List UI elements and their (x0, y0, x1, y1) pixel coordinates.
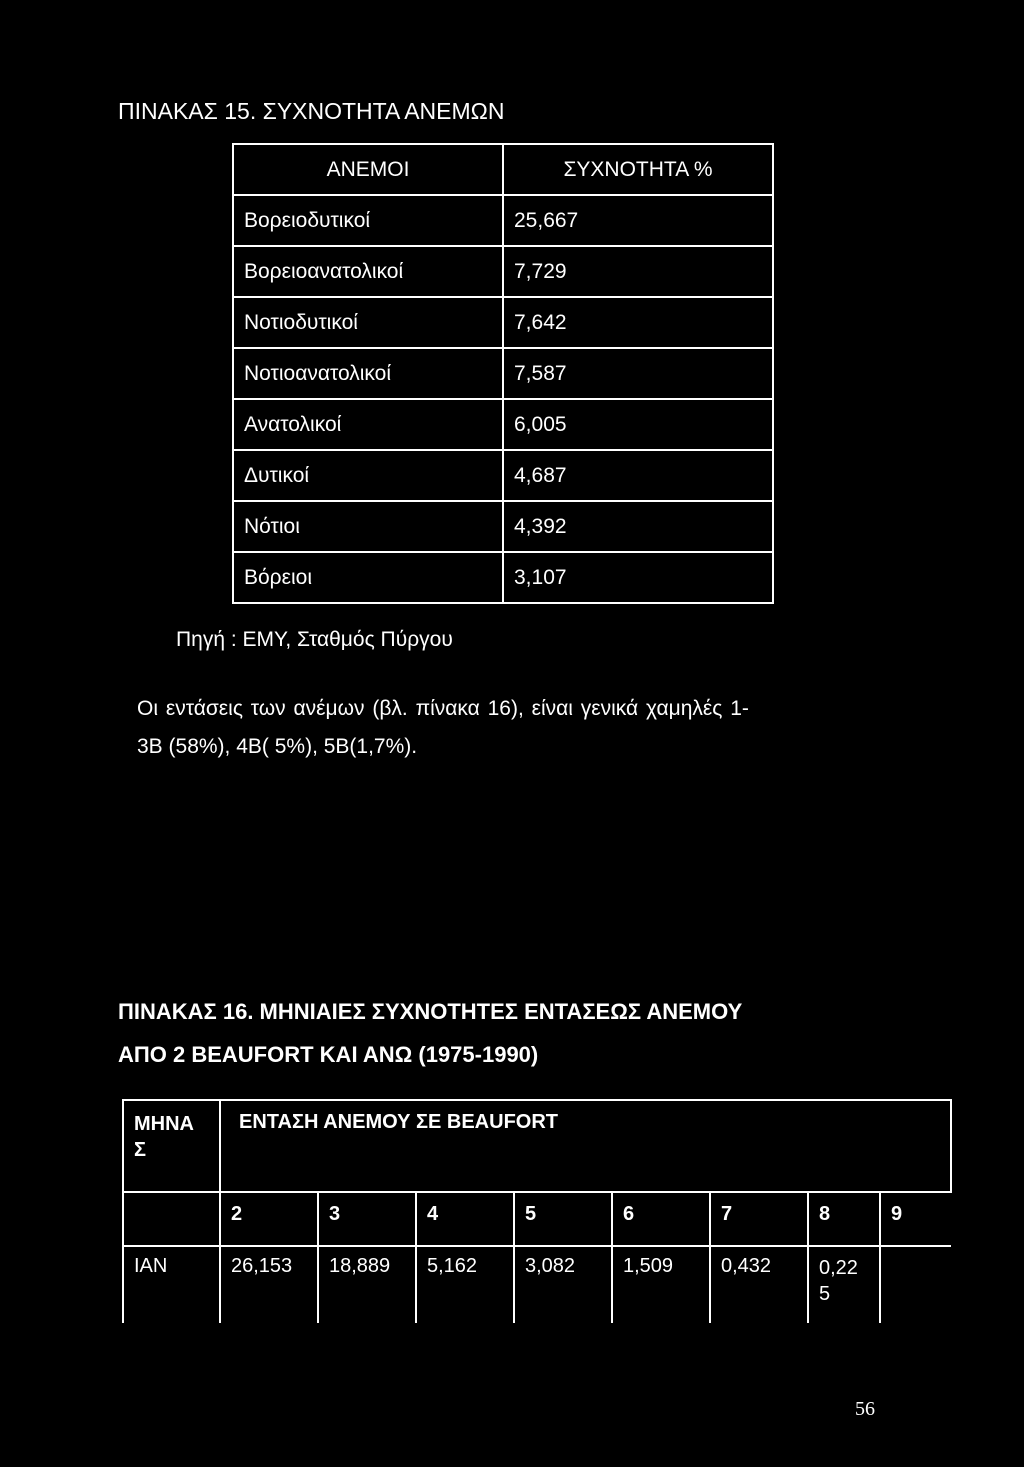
wind-direction: Νοτιοανατολικοί (233, 348, 503, 399)
wind-frequency: 7,729 (503, 246, 773, 297)
value-cell: 18,889 (318, 1246, 416, 1323)
value-cell (808, 1246, 880, 1323)
header-month (123, 1100, 220, 1192)
beaufort-level: 5 (514, 1192, 612, 1246)
wind-direction: Ανατολικοί (233, 399, 503, 450)
wind-frequency: 6,005 (503, 399, 773, 450)
beaufort-level: 7 (710, 1192, 808, 1246)
value-cell: 26,153 (220, 1246, 318, 1323)
wind-direction: Βορειοδυτικοί (233, 195, 503, 246)
header-month-part-a: ΜΗΝΑ (134, 1113, 194, 1135)
header-frequency: ΣΥΧΝΟΤΗΤΑ % (503, 144, 773, 195)
table16-title-line-2: ΑΠΟ 2 BEAUFORT ΚΑΙ ΑΝΩ (1975-1990) (118, 1042, 539, 1067)
table15-title: ΠΙΝΑΚΑΣ 15. ΣΥΧΝΟΤΗΤΑ ΑΝΕΜΩΝ (118, 98, 505, 124)
table15-source: Πηγή : ΕΜΥ, Σταθμός Πύργου (176, 628, 453, 651)
beaufort-level: 2 (220, 1192, 318, 1246)
wind-frequency: 4,687 (503, 450, 773, 501)
value-cell: 1,509 (612, 1246, 710, 1323)
empty-cell (123, 1192, 220, 1246)
paragraph-line-1: Οι εντάσεις των ανέμων (βλ. πίνακα 16), είναι γενικά χαμηλές 1- (137, 697, 749, 720)
wind-direction: Δυτικοί (233, 450, 503, 501)
wind-frequency: 7,587 (503, 348, 773, 399)
table-row (233, 552, 773, 603)
table-row (233, 246, 773, 297)
wind-frequency: 4,392 (503, 501, 773, 552)
table-row (233, 501, 773, 552)
table-row (123, 1246, 951, 1323)
page-number: 56 (855, 1398, 875, 1420)
beaufort-level: 8 (808, 1192, 880, 1246)
table-row (233, 450, 773, 501)
table16-title-line-1: ΠΙΝΑΚΑΣ 16. ΜΗΝΙΑΙΕΣ ΣΥΧΝΟΤΗΤΕΣ ΕΝΤΑΣΕΩΣ ΑΝΕΜΟΥ (118, 999, 743, 1024)
value-cell (880, 1246, 951, 1323)
table16-title (118, 990, 898, 1076)
header-winds: ΑΝΕΜΟΙ (233, 144, 503, 195)
wind-frequency-table (232, 143, 774, 604)
beaufort-level: 6 (612, 1192, 710, 1246)
value-part-a: 0,22 (819, 1257, 858, 1279)
wind-frequency: 25,667 (503, 195, 773, 246)
month-cell: ΙΑΝ (123, 1246, 220, 1323)
wind-direction: Νοτιοδυτικοί (233, 297, 503, 348)
table-row (233, 297, 773, 348)
body-paragraph (137, 690, 897, 766)
monthly-intensity-table (122, 1099, 952, 1323)
value-cell: 0,432 (710, 1246, 808, 1323)
table-row (233, 399, 773, 450)
header-intensity: ΕΝΤΑΣΗ ΑΝΕΜΟΥ ΣΕ BEAUFORT (220, 1100, 951, 1192)
wind-frequency: 7,642 (503, 297, 773, 348)
wind-frequency: 3,107 (503, 552, 773, 603)
table-row (233, 195, 773, 246)
paragraph-line-2: 3Β (58%), 4Β( 5%), 5Β(1,7%). (137, 735, 418, 758)
beaufort-scale-row (123, 1192, 951, 1246)
wind-direction: Βόρειοι (233, 552, 503, 603)
wind-direction: Βορειοανατολικοί (233, 246, 503, 297)
beaufort-level: 4 (416, 1192, 514, 1246)
header-month-part-b: Σ (134, 1139, 147, 1161)
wind-direction: Νότιοι (233, 501, 503, 552)
value-cell: 3,082 (514, 1246, 612, 1323)
beaufort-level: 9 (880, 1192, 951, 1246)
table-row (233, 348, 773, 399)
table-header-row (123, 1100, 951, 1192)
value-cell: 5,162 (416, 1246, 514, 1323)
beaufort-level: 3 (318, 1192, 416, 1246)
value-part-b: 5 (819, 1283, 831, 1305)
table-header-row (233, 144, 773, 195)
